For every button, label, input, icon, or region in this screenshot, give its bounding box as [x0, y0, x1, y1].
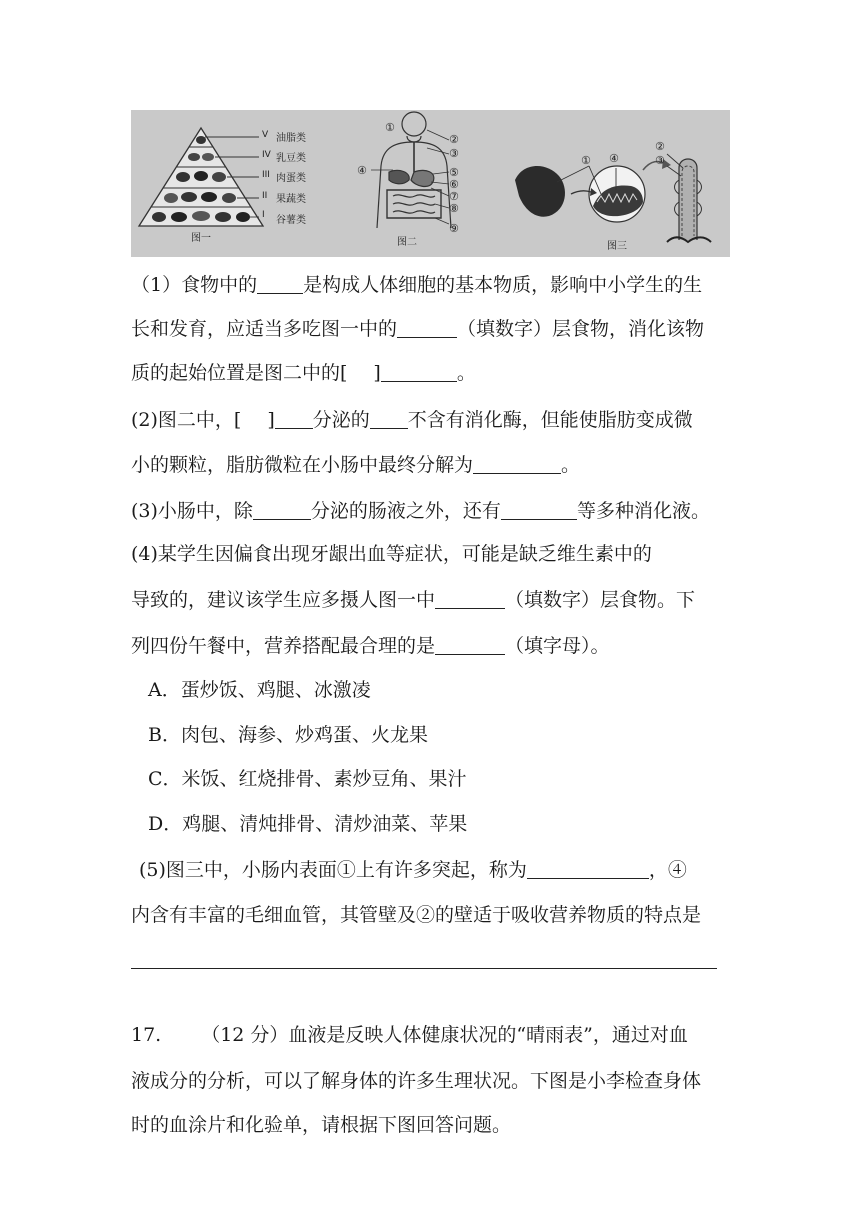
q3-line-1: (3)小肠中，除 分泌的肠液之外，还有 等多种消化液。: [131, 500, 710, 522]
option-d[interactable]: D．鸡腿、清炖排骨、清炒油菜、苹果: [148, 813, 468, 835]
pyramid-level-iv-numeral: IV: [262, 150, 271, 160]
pyramid-level-v-numeral: V: [262, 130, 269, 140]
answer-blank[interactable]: [257, 274, 303, 294]
q1-line-2: 长和发育，应适当多吃图一中的 （填数字）层食物，消化该物: [131, 318, 705, 340]
question-number: 17.: [131, 1024, 162, 1046]
pyramid-level-i-numeral: I: [262, 210, 265, 220]
option-a[interactable]: A．蛋炒饭、鸡腿、冰激凌: [148, 679, 371, 701]
fig3-marker-2: ②: [655, 140, 665, 153]
pyramid-level-iii-label: 肉蛋类: [276, 173, 306, 184]
q2-line-1: (2)图二中，[ ] 分泌的 不含有消化酶，但能使脂肪变成微: [131, 409, 693, 431]
fig2-marker-7: ⑦: [449, 190, 459, 203]
answer-blank[interactable]: [473, 454, 561, 474]
answer-blank[interactable]: [435, 635, 505, 655]
fig2-marker-1: ①: [385, 121, 395, 134]
figure-2-caption: 图二: [397, 237, 417, 248]
answer-blank[interactable]: [253, 500, 311, 520]
fig2-marker-2: ②: [449, 133, 459, 146]
pyramid-level-i-label: 谷薯类: [276, 215, 306, 226]
fig2-marker-3: ③: [449, 147, 459, 160]
option-c[interactable]: C．米饭、红烧排骨、素炒豆角、果汁: [148, 768, 467, 790]
fig2-marker-6: ⑥: [449, 178, 459, 191]
q5-line-1: (5)图三中，小肠内表面①上有许多突起，称为 ，④: [139, 859, 687, 881]
pyramid-level-iv-label: 乳豆类: [276, 153, 306, 164]
q4-line-2: 导致的，建议该学生应多摄人图一中 （填数字）层食物。下: [131, 589, 696, 611]
figure-1-caption: 图一: [191, 233, 211, 244]
answer-blank[interactable]: [381, 362, 457, 382]
q5-line-2: 内含有丰富的毛细血管，其管壁及②的壁适于吸收营养物质的特点是: [131, 904, 702, 926]
pyramid-level-iii-numeral: III: [262, 170, 270, 180]
q1-line-1: （1）食物中的 是构成人体细胞的基本物质，影响中小学生的生: [131, 274, 703, 296]
answer-blank[interactable]: [527, 859, 649, 879]
answer-line[interactable]: [131, 968, 717, 969]
fig2-marker-5: ⑤: [449, 166, 459, 179]
answer-blank[interactable]: [397, 318, 457, 338]
q4-line-3: 列四份午餐中，营养搭配最合理的是 （填字母）。: [131, 635, 610, 657]
fig3-marker-3: ③: [655, 154, 665, 167]
food-pyramid: [139, 128, 306, 244]
diagram-figure: [131, 110, 730, 257]
fig3-marker-4: ④: [609, 152, 619, 165]
pyramid-level-ii-label: 果蔬类: [276, 194, 306, 205]
pyramid-level-ii-numeral: II: [262, 191, 268, 201]
q1-line-3: 质的起始位置是图二中的[ ] 。: [131, 362, 476, 384]
q17-line-1: 17. （12 分）血液是反映人体健康状况的“晴雨表”，通过对血: [131, 1024, 688, 1046]
small-intestine-diagram: [515, 154, 711, 242]
pyramid-level-v-label: 油脂类: [276, 133, 306, 144]
q17-line-3: 时的血涂片和化验单，请根据下图回答问题。: [131, 1114, 512, 1136]
answer-blank[interactable]: [370, 409, 408, 429]
fig2-marker-8: ⑧: [449, 202, 459, 215]
answer-blank[interactable]: [275, 409, 313, 429]
fig2-marker-9: ⑨: [449, 222, 459, 235]
figure-svg: [131, 110, 730, 257]
fig2-marker-4: ④: [357, 164, 367, 177]
fig3-marker-1: ①: [581, 154, 591, 167]
figure-3-caption: 图三: [607, 241, 627, 252]
digestive-system-diagram: [371, 112, 451, 228]
q17-line-2: 液成分的分析，可以了解身体的许多生理状况。下图是小李检查身体: [131, 1070, 702, 1092]
q4-line-1: (4)某学生因偏食出现牙龈出血等症状，可能是缺乏维生素中的: [131, 543, 652, 565]
option-b[interactable]: B．肉包、海参、炒鸡蛋、火龙果: [148, 724, 428, 746]
q2-line-2: 小的颗粒，脂肪微粒在小肠中最终分解为 。: [131, 454, 581, 476]
answer-blank[interactable]: [501, 500, 577, 520]
answer-blank[interactable]: [435, 589, 505, 609]
